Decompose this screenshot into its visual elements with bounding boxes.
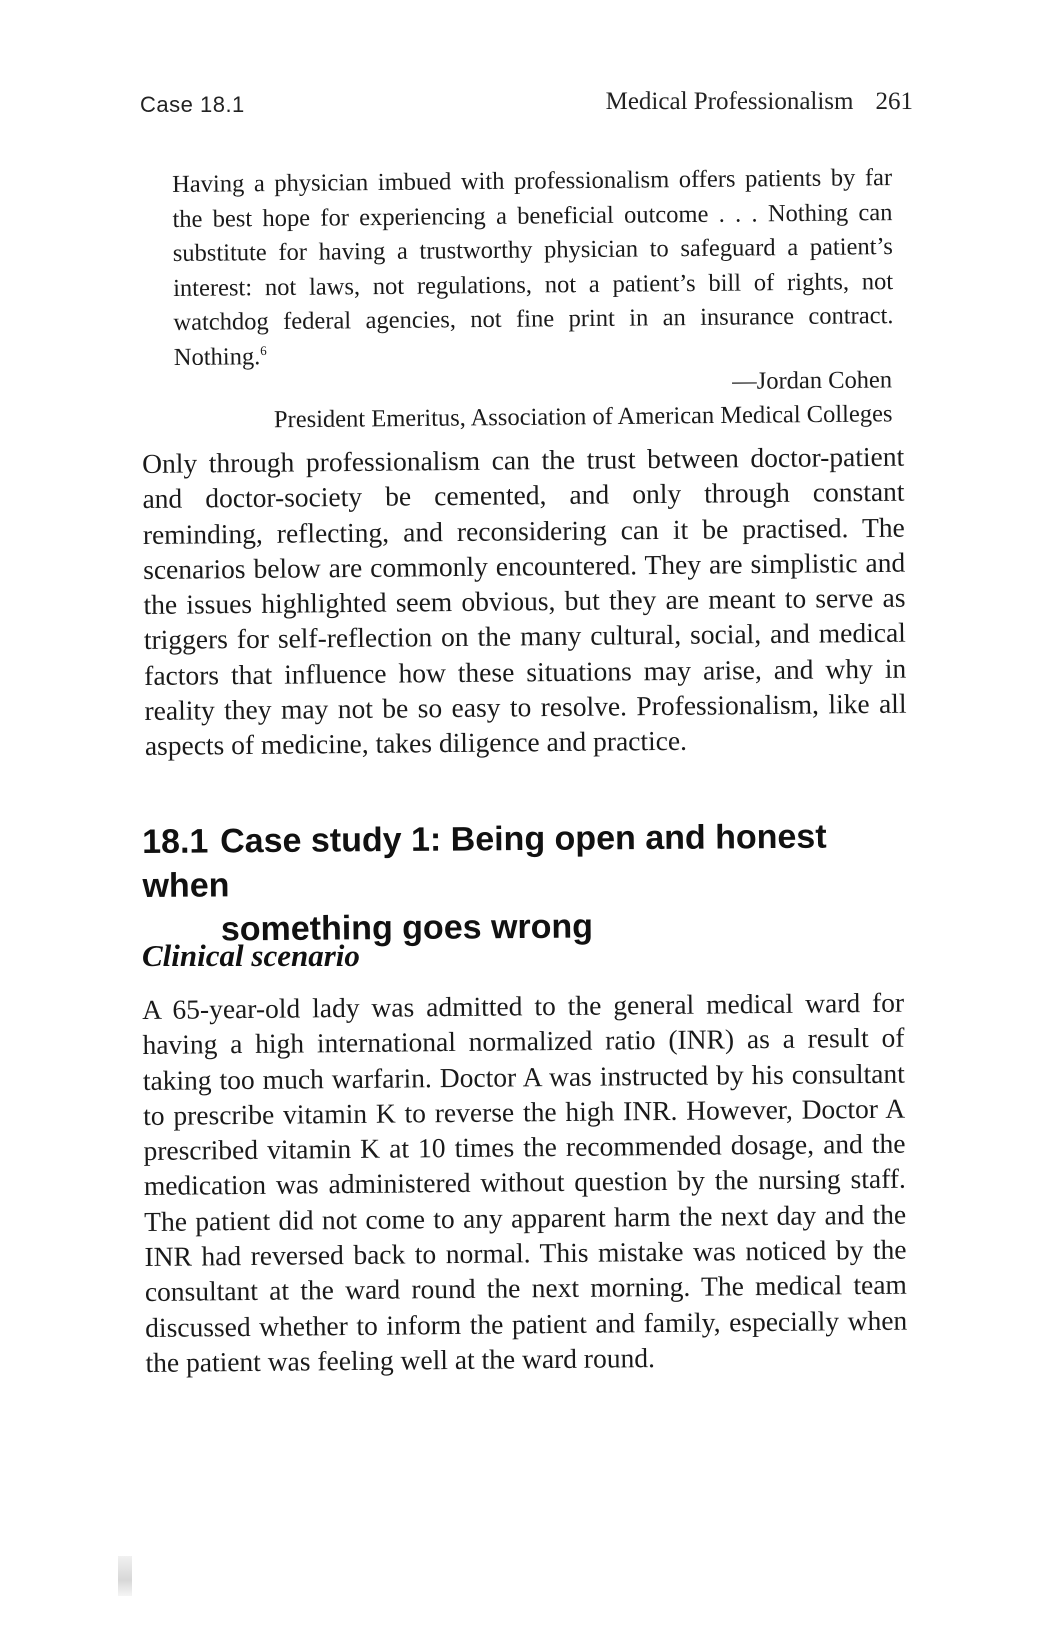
epigraph-author: —Jordan Cohen (732, 366, 893, 395)
section-heading (142, 814, 913, 952)
epigraph-affiliation: President Emeritus, Association of American Medical Colleges (273, 400, 893, 434)
running-header-section: Case 18.1 (140, 92, 245, 117)
running-header (606, 88, 913, 116)
page-number: 261 (875, 88, 913, 115)
epigraph-quote (172, 161, 894, 375)
intro-paragraph: Only through professionalism can the trust between doctor-patient and doctor-society be cemented, and only through constant reminding, reflecting, and reconsidering can it be practised. The scenarios below are commonly encountered. They are simplistic and the issues highlighted seem obvious, but they are meant to serve as triggers for self-reflection on the many cultural, social, and medical factors that influence how these situations may arise, and why in reality they may not be so easy to resolve. Professionalism, like all aspects of medicine, takes diligence and practice. (142, 440, 907, 762)
subsection-heading: Clinical scenario (142, 938, 360, 973)
section-title-line2: something goes wrong (220, 907, 594, 949)
scan-artifact (118, 1556, 132, 1596)
scenario-paragraph: A 65-year-old lady was admitted to the general medical ward for having a high international normalized ratio (INR) as a result of taking too much warfarin. Doctor A was instructed by his consultant to prescribe vitamin K to reverse the high INR. However, Doctor A prescribed vitamin K at 10 times the recommended dosage, and the medication was administered without question by the nursing staff. The patient did not come to any apparent harm the next day and the INR had reversed back to normal. This mistake was noticed by the consultant at the ward round the next morning. The medical team discussed whether to inform the patient and family, especially when the patient was feeling well at the ward round. (142, 986, 908, 1378)
footnote-marker: 6 (260, 342, 267, 358)
running-header-title: Medical Professionalism (605, 88, 854, 115)
section-title-line1: Case study 1: Being open and honest when (142, 817, 827, 905)
section-number: 18.1 (142, 822, 209, 861)
epigraph-text: Having a physician imbued with professionalism offers patients by far the best hope for experiencing a beneficial outcome . . . Nothing can substitute for having a trustworthy physician to safeguard a patient’s interest: not laws, not regulations, not a patient’s bill of rights, not watchdog federal agencies, not fine print in an insurance contract. Nothing. (172, 164, 894, 371)
epigraph-attribution (200, 363, 893, 438)
